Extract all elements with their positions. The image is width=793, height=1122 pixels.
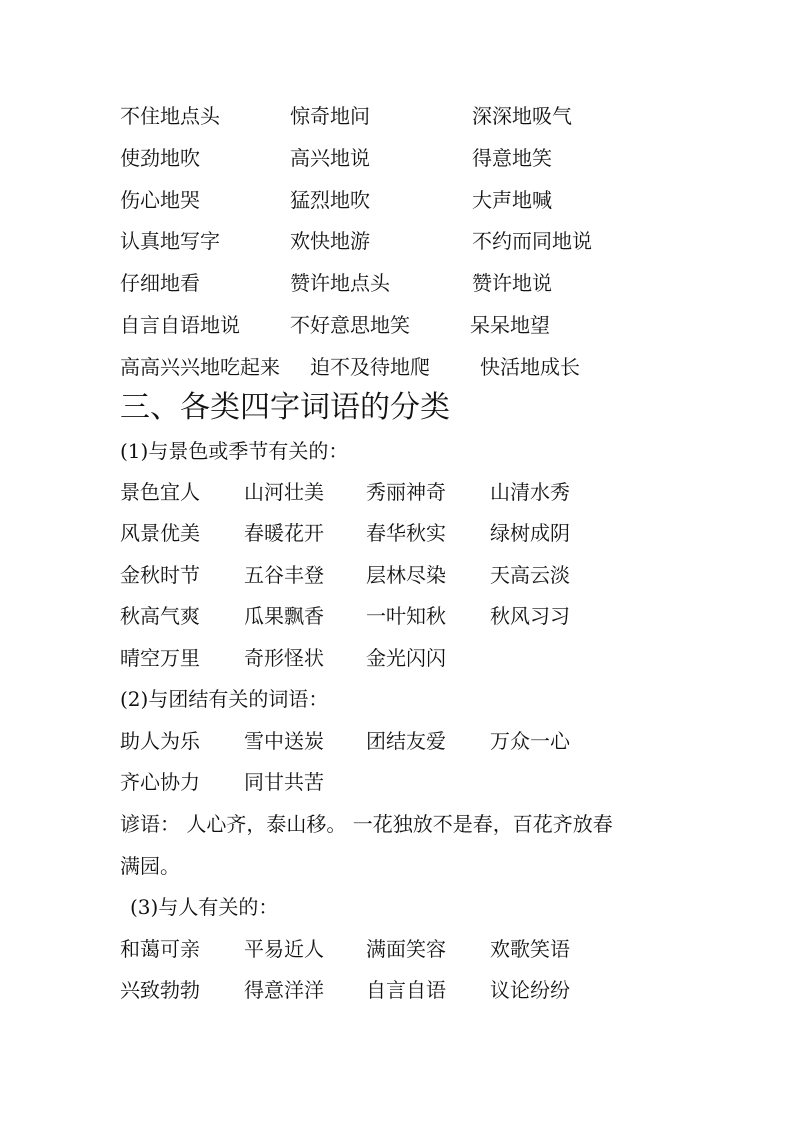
phrase: 认真地写字	[120, 229, 220, 253]
phrase: 不住地点头	[120, 104, 220, 128]
word: 自言自语	[366, 978, 446, 1002]
word: 雪中送炭	[244, 729, 324, 753]
word: 五谷丰登	[244, 563, 324, 587]
word: 兴致勃勃	[120, 978, 200, 1002]
phrase: 伤心地哭	[120, 188, 200, 212]
word: 齐心协力	[120, 770, 200, 794]
word: 金秋时节	[120, 563, 200, 587]
word: 团结友爱	[366, 729, 446, 753]
word: 满面笑容	[366, 937, 446, 961]
word: 春暖花开	[244, 521, 324, 545]
phrase: 高兴地说	[290, 146, 370, 170]
subsection-heading: (3)与人有关的：	[130, 895, 279, 919]
word: 绿树成阴	[490, 521, 570, 545]
proverb-line: 谚语： 人心齐，泰山移。 一花独放不是春，百花齐放春	[120, 812, 613, 836]
phrase: 使劲地吹	[120, 146, 200, 170]
phrase: 不好意思地笑	[290, 313, 410, 337]
word: 瓜果飘香	[244, 604, 324, 628]
phrase: 迫不及待地爬	[310, 355, 430, 379]
phrase: 惊奇地问	[290, 104, 370, 128]
word: 和蔼可亲	[120, 937, 200, 961]
word: 秋风习习	[490, 604, 570, 628]
word: 平易近人	[244, 937, 324, 961]
phrase: 自言自语地说	[120, 313, 240, 337]
word: 风景优美	[120, 521, 200, 545]
phrase: 快活地成长	[480, 355, 580, 379]
phrase: 仔细地看	[120, 271, 200, 295]
word: 同甘共苦	[244, 770, 324, 794]
phrase: 深深地吸气	[472, 104, 572, 128]
phrase: 赞许地点头	[290, 271, 390, 295]
word: 奇形怪状	[244, 646, 324, 670]
word: 议论纷纷	[490, 978, 570, 1002]
word: 欢歌笑语	[490, 937, 570, 961]
word: 山清水秀	[490, 480, 570, 504]
phrase: 呆呆地望	[470, 313, 550, 337]
word: 景色宜人	[120, 480, 200, 504]
word: 层林尽染	[366, 563, 446, 587]
word: 秋高气爽	[120, 604, 200, 628]
phrase: 猛烈地吹	[290, 188, 370, 212]
word: 山河壮美	[244, 480, 324, 504]
proverb-line: 满园。	[120, 854, 180, 878]
word: 得意洋洋	[244, 978, 324, 1002]
phrase: 得意地笑	[472, 146, 552, 170]
word: 万众一心	[490, 729, 570, 753]
phrase: 欢快地游	[290, 229, 370, 253]
phrase: 高高兴兴地吃起来	[120, 355, 280, 379]
word: 秀丽神奇	[366, 480, 446, 504]
word: 金光闪闪	[366, 646, 446, 670]
word: 一叶知秋	[366, 604, 446, 628]
phrase: 大声地喊	[472, 188, 552, 212]
phrase: 赞许地说	[472, 271, 552, 295]
phrase: 不约而同地说	[472, 229, 592, 253]
subsection-heading: (2)与团结有关的词语：	[120, 687, 329, 711]
subsection-heading: (1)与景色或季节有关的：	[120, 439, 349, 463]
word: 助人为乐	[120, 729, 200, 753]
word: 天高云淡	[490, 563, 570, 587]
section-title: 三、各类四字词语的分类	[120, 390, 450, 425]
word: 春华秋实	[366, 521, 446, 545]
word: 晴空万里	[120, 646, 200, 670]
